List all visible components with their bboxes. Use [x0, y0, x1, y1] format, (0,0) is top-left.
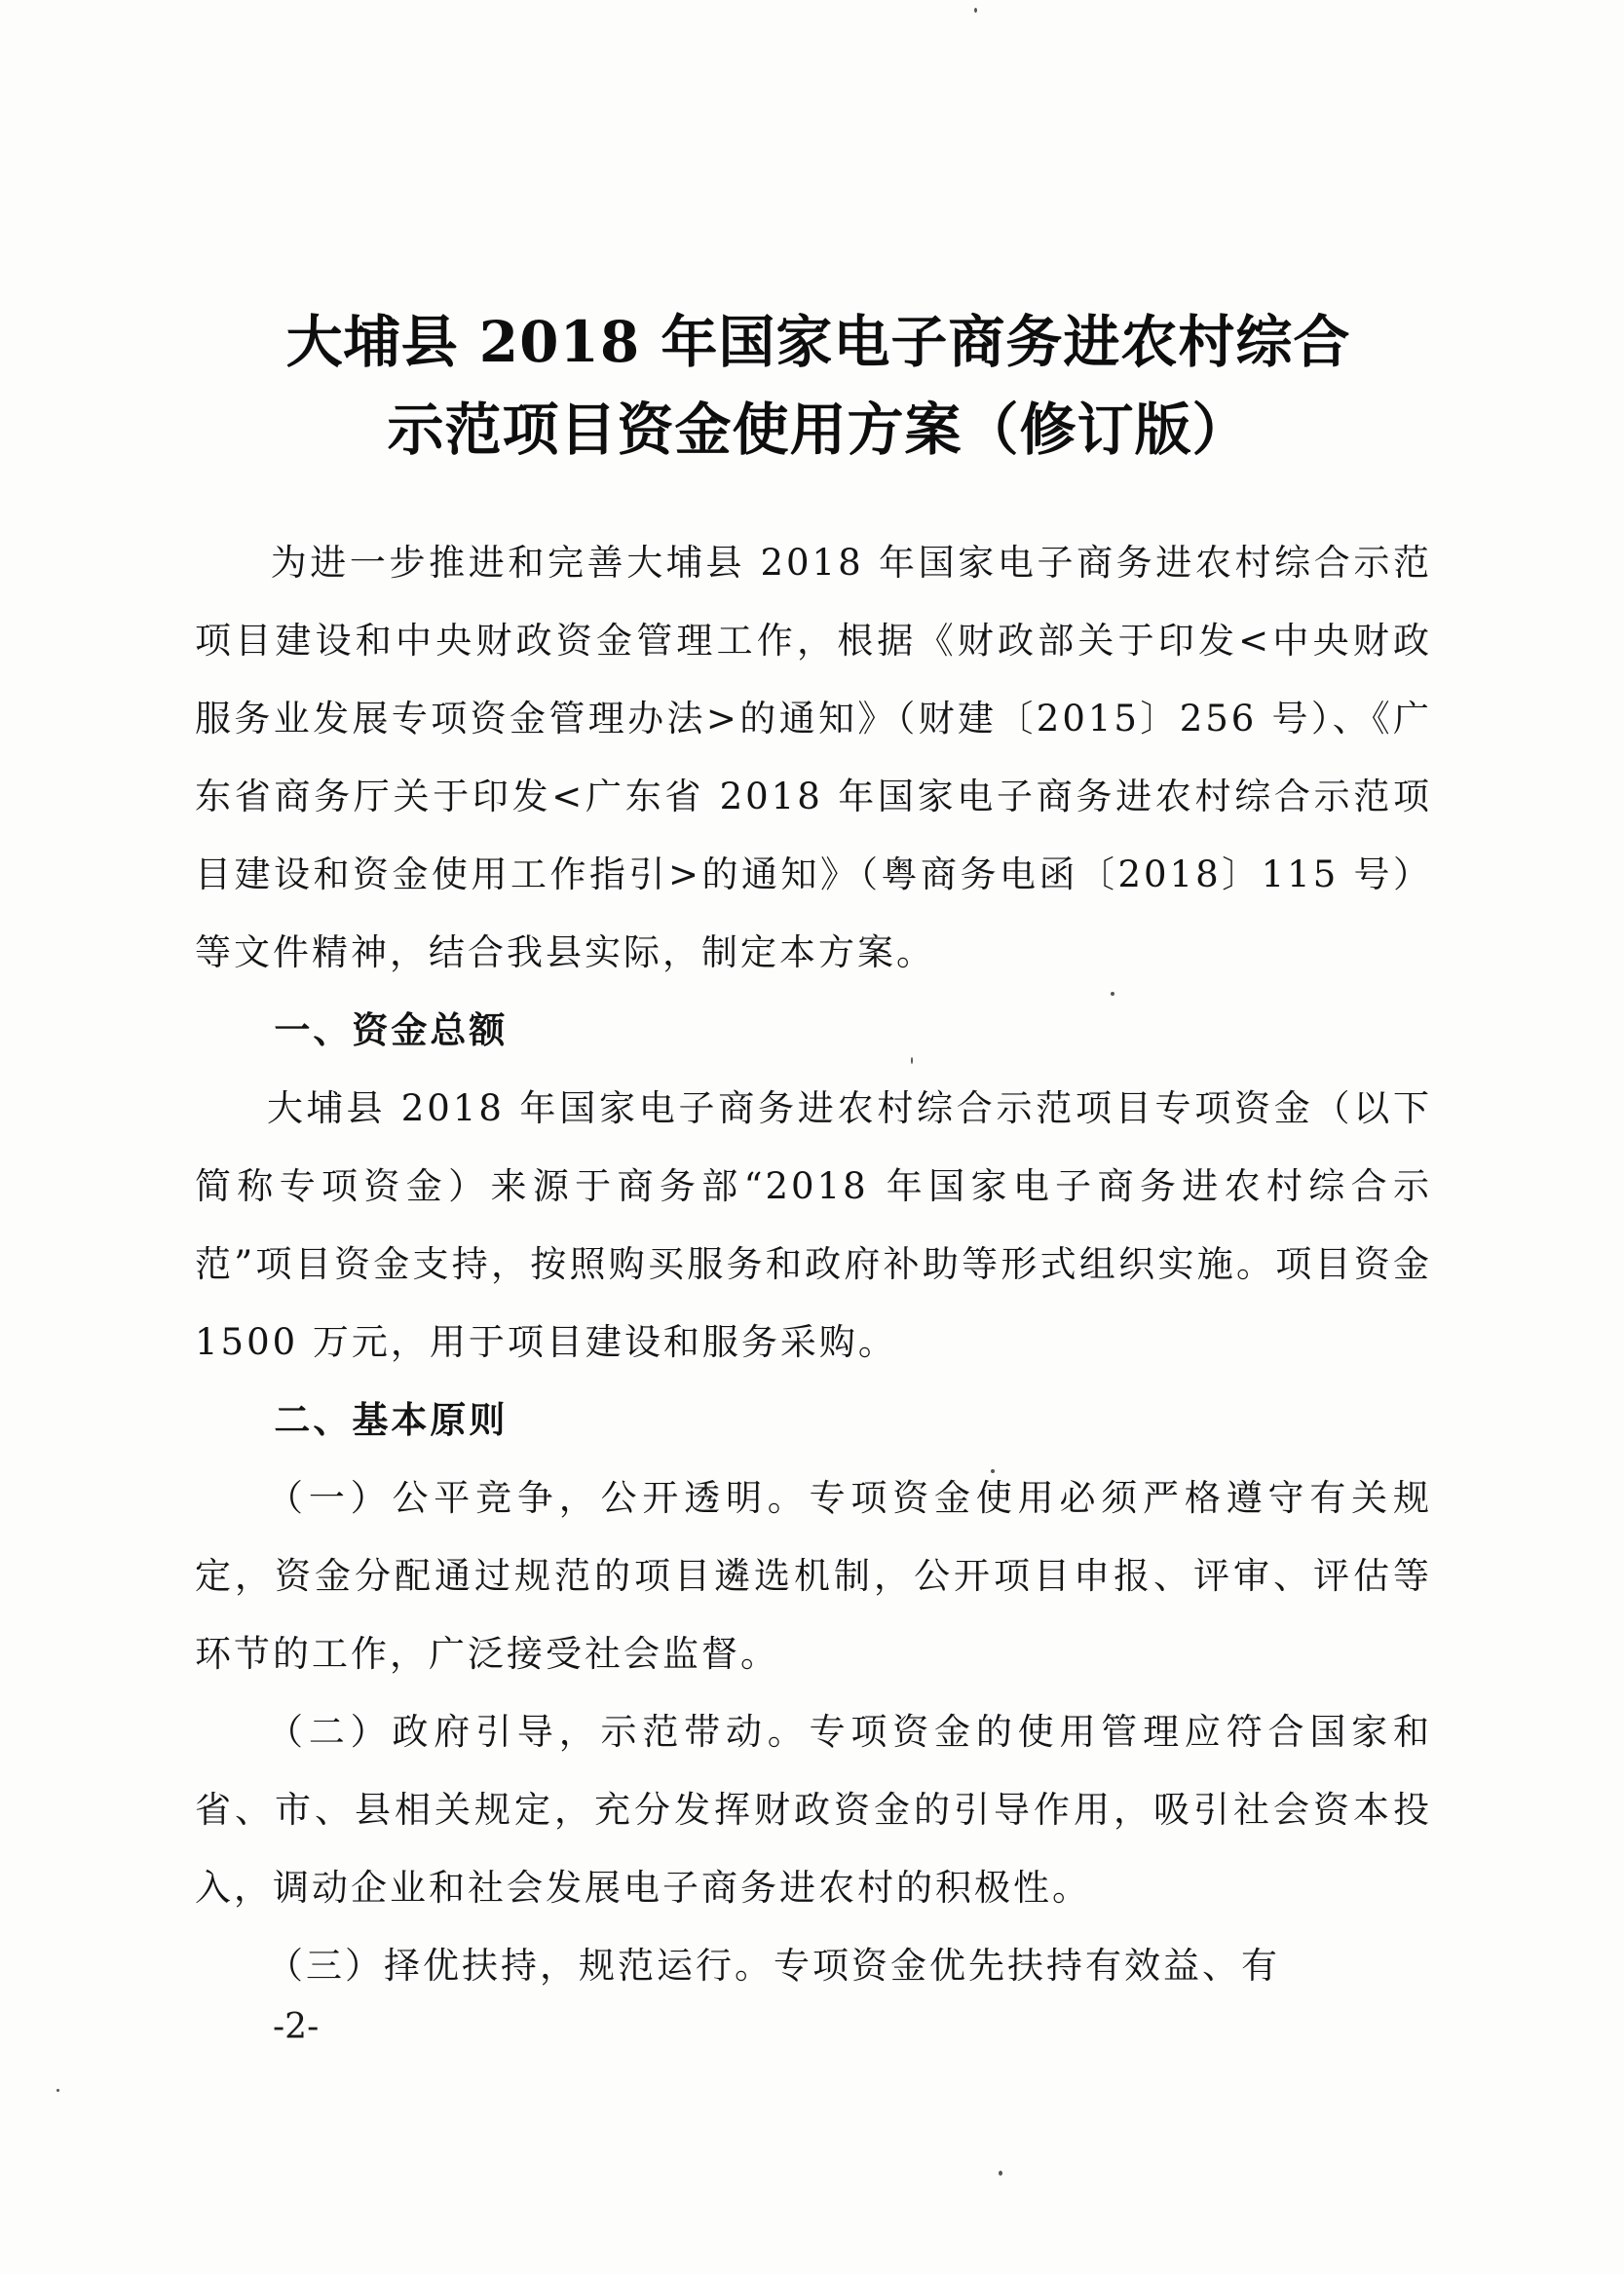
scan-speck	[999, 2171, 1002, 2176]
page-number: -2-	[273, 2007, 320, 2047]
intro-paragraph: 为进一步推进和完善大埔县 2018 年国家电子商务进农村综合示范项目建设和中央财政资金管理工作，根据《财政部关于印发<中央财政服务业发展专项资金管理办法>的通知》（财建〔2015〕256 号）、《广东省商务厅关于印发<广东省 2018 年国家电子商务进农村综合示范项目建设和资金使用工作指引>的通知》（粤商务电函〔2018〕115 号）等文件精神，结合我县实际，制定本方案。	[195, 542, 1432, 973]
document-body	[195, 524, 1432, 2005]
scan-speck	[974, 8, 977, 13]
scan-speck	[991, 1469, 995, 1473]
scan-speck	[1111, 992, 1114, 996]
principle-item-2: （二）政府引导，示范带动。专项资金的使用管理应符合国家和省、市、县相关规定，充分发挥财政资金的引导作用，吸引社会资本投入，调动企业和社会发展电子商务进农村的积极性。	[195, 1711, 1432, 1909]
document-title-line-2: 示范项目资金使用方案（修订版）	[387, 397, 1250, 463]
principle-item-1: （一）公平竞争，公开透明。专项资金使用必须严格遵守有关规定，资金分配通过规范的项目遴选机制，公开项目申报、评审、评估等环节的工作，广泛接受社会监督。	[195, 1477, 1432, 1675]
section-funds-total-paragraph: 大埔县 2018 年国家电子商务进农村综合示范项目专项资金（以下简称专项资金）来源于商务部“2018 年国家电子商务进农村综合示范”项目资金支持，按照购买服务和政府补助等形式组织实施。项目资金 1500 万元，用于项目建设和服务采购。	[195, 1087, 1432, 1363]
scan-speck	[57, 2089, 59, 2092]
section-heading-funds-total: 一、资金总额	[274, 1009, 509, 1051]
document-title-line-1: 大埔县 2018 年国家电子商务进农村综合	[285, 309, 1351, 375]
scan-speck	[911, 1057, 913, 1064]
section-heading-principles: 二、基本原则	[274, 1399, 509, 1441]
principle-item-3: （三）择优扶持，规范运行。专项资金优先扶持有效益、有	[267, 1945, 1280, 1987]
